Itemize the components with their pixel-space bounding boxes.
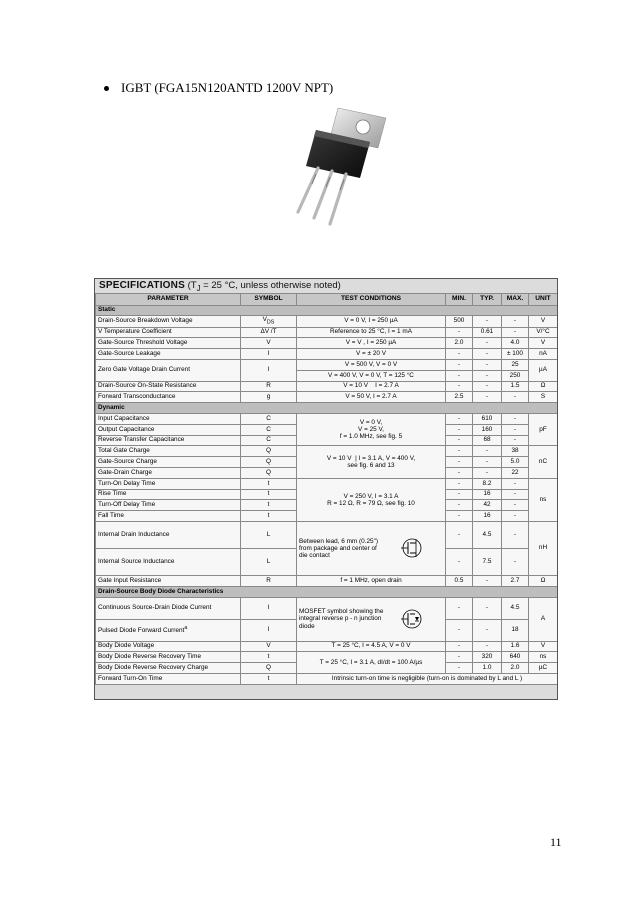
col-test: TEST CONDITIONS bbox=[297, 294, 446, 306]
table-row: Continuous Source-Drain Diode Current I MOSFET symbol showing the integral reverse p - n junction diode - - 4.5 A bbox=[96, 597, 558, 619]
inductance-condition: Between lead, 6 mm (0.25") from package and center of die contact bbox=[297, 521, 446, 575]
table-row: Drain-Source On-State Resistance R V = 10 V I = 2.7 A - - 1.5 Ω bbox=[96, 381, 558, 392]
section-static: Static bbox=[96, 305, 558, 316]
table-row: Forward Transconductance g V = 50 V, I = 2.7 A 2.5 - - S bbox=[96, 392, 558, 403]
table-row: Body Diode Reverse Recovery Time t T = 25 °C, I = 3.1 A, dI/dt = 100 A/µs - 320 640 ns bbox=[96, 652, 558, 663]
mosfet-symbol-icon bbox=[399, 535, 425, 561]
table-row: Pulsed Diode Forward Current$^a$ I - - 18 bbox=[96, 619, 558, 641]
table-row: Rise Time t - 16 - bbox=[96, 489, 558, 500]
transistor-package-image bbox=[286, 100, 396, 230]
col-symbol: SYMBOL bbox=[241, 294, 297, 306]
col-typ: TYP. bbox=[473, 294, 502, 306]
table-row: Internal Drain Inductance L Between lead, 6 mm (0.25") from package and center of die contact - 4.5 - nH bbox=[96, 521, 558, 548]
table-row: Total Gate Charge Q V = 10 V | I = 3.1 A, V = 400 V, see fig. 6 and 13 - - 38 nC bbox=[96, 446, 558, 457]
diode-condition: MOSFET symbol showing the integral reverse p - n junction diode bbox=[297, 597, 446, 641]
specifications-table-image bbox=[94, 278, 558, 700]
table-row: Body Diode Voltage V T = 25 °C, I = 4.5 A, V = 0 V - - 1.6 V bbox=[96, 641, 558, 652]
spec-table bbox=[95, 293, 558, 685]
bullet-text: IGBT (FGA15N120ANTD 1200V NPT) bbox=[121, 80, 334, 95]
table-row: Zero Gate Voltage Drain Current I V = 500 V, V = 0 V - - 25 µA bbox=[96, 359, 558, 370]
table-row: Internal Source Inductance L - 7.5 - bbox=[96, 548, 558, 575]
col-parameter: PARAMETER bbox=[96, 294, 241, 306]
table-row: V = 400 V, V = 0 V, T = 125 °C - - 250 bbox=[96, 370, 558, 381]
table-row: Input Capacitance C V = 0 V, V = 25 V, f = 1.0 MHz, see fig. 5 - 610 - pF bbox=[96, 413, 558, 424]
table-row: Turn-Off Delay Time t - 42 - bbox=[96, 500, 558, 511]
bullet-item bbox=[104, 80, 333, 96]
header-row bbox=[96, 294, 558, 306]
table-row: Turn-On Delay Time t V = 250 V, I = 3.1 A R = 12 Ω, R = 79 Ω, see fig. 10 - 8.2 - ns bbox=[96, 478, 558, 489]
table-row: V Temperature Coefficient ΔV /T Reference to 25 °C, I = 1 mA - 0.61 - V/°C bbox=[96, 327, 558, 338]
col-unit: UNIT bbox=[529, 294, 558, 306]
section-dynamic: Dynamic bbox=[96, 403, 558, 414]
bullet-dot-icon bbox=[104, 86, 109, 91]
col-min: MIN. bbox=[446, 294, 473, 306]
table-row: Body Diode Reverse Recovery Charge Q - 1.0 2.0 µC bbox=[96, 663, 558, 674]
table-row: Gate-Drain Charge Q - - 22 bbox=[96, 467, 558, 478]
table-row: Forward Turn-On Time t Intrinsic turn-on time is negligible (turn-on is dominated by L and L ) bbox=[96, 673, 558, 684]
table-row: Gate Input Resistance R f = 1 MHz, open drain 0.5 - 2.7 Ω bbox=[96, 575, 558, 586]
table-row: Gate-Source Threshold Voltage V V = V , I = 250 µA 2.0 - 4.0 V bbox=[96, 338, 558, 349]
section-body-diode: Drain-Source Body Diode Characteristics bbox=[96, 586, 558, 597]
page-number: 11 bbox=[550, 835, 562, 849]
mosfet-diode-symbol-icon bbox=[399, 606, 425, 632]
table-row: Gate-Source Leakage I V = ± 20 V - - ± 100 nA bbox=[96, 349, 558, 360]
table-row: Drain-Source Breakdown Voltage $V_{DS}$ V = 0 V, I = 250 µA 500 - - V bbox=[96, 316, 558, 327]
table-row: Output Capacitance C - 160 - bbox=[96, 424, 558, 435]
col-max: MAX. bbox=[502, 294, 529, 306]
table-row: Fall Time t - 16 - bbox=[96, 511, 558, 522]
table-row: Gate-Source Charge Q - - 5.0 bbox=[96, 457, 558, 468]
table-row: Reverse Transfer Capacitance C - 68 - bbox=[96, 435, 558, 446]
spec-title: SPECIFICATIONS ($T_J = 25$ °C, unless otherwise noted) bbox=[95, 279, 557, 293]
